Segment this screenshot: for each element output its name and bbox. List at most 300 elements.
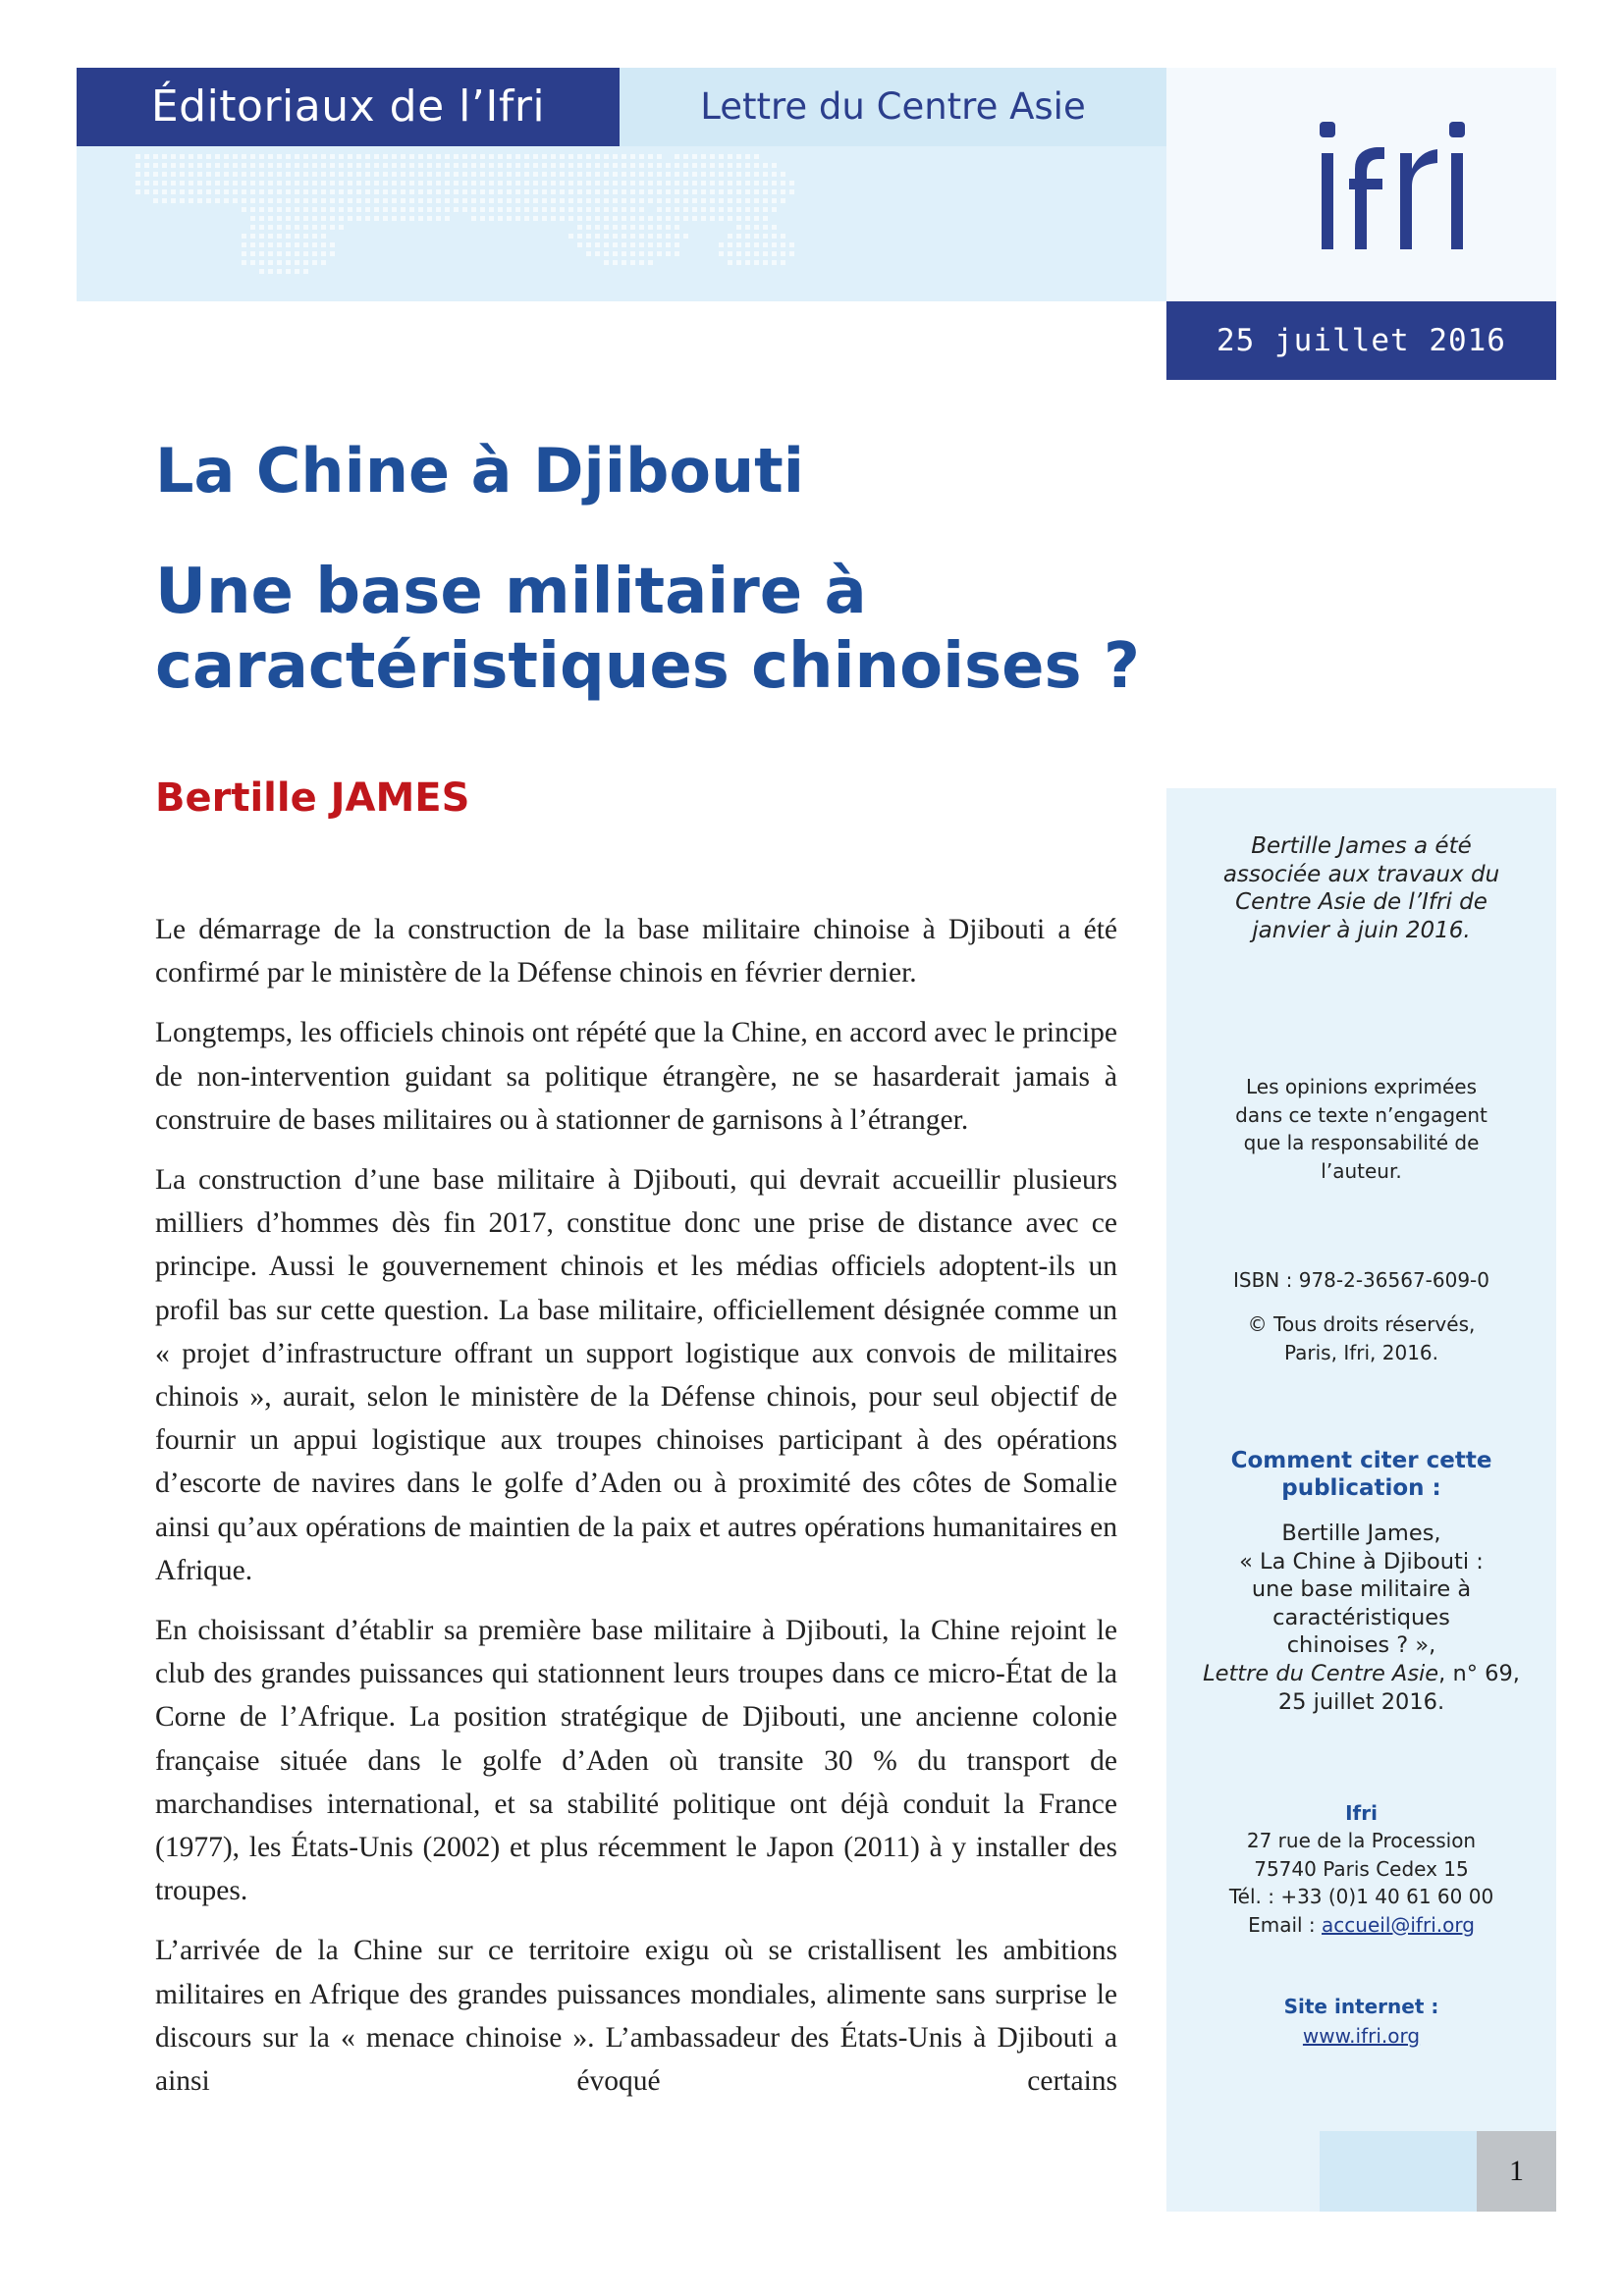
- map-dot: [224, 198, 229, 203]
- map-dot: [259, 269, 264, 274]
- map-dot: [418, 172, 423, 177]
- map-dot: [577, 234, 582, 239]
- map-dot: [648, 225, 653, 230]
- map-dot: [515, 172, 520, 177]
- map-dot: [250, 242, 255, 247]
- map-dot: [657, 181, 662, 186]
- map-dot: [719, 242, 724, 247]
- map-dot: [604, 172, 609, 177]
- map-dot: [250, 172, 255, 177]
- map-dot: [471, 181, 476, 186]
- map-dot: [321, 207, 326, 212]
- map-dot: [586, 207, 591, 212]
- map-dot: [321, 181, 326, 186]
- map-dot: [639, 207, 644, 212]
- map-dot: [639, 216, 644, 221]
- map-dot: [666, 198, 671, 203]
- map-dot: [409, 216, 414, 221]
- map-dot: [330, 207, 335, 212]
- map-dot: [321, 242, 326, 247]
- map-dot: [374, 163, 379, 168]
- map-dot: [153, 189, 158, 194]
- map-dot: [268, 216, 273, 221]
- map-dot: [675, 207, 679, 212]
- map-dot: [728, 181, 732, 186]
- map-dot: [692, 163, 697, 168]
- map-dot: [745, 154, 750, 159]
- map-dot: [233, 154, 238, 159]
- map-dot: [259, 163, 264, 168]
- map-dot: [560, 216, 565, 221]
- world-map-dots: [77, 146, 1166, 301]
- map-dot: [648, 181, 653, 186]
- map-dot: [515, 207, 520, 212]
- citation-author: Bertille James,: [1281, 1521, 1441, 1546]
- map-dot: [286, 198, 291, 203]
- map-dot: [356, 216, 361, 221]
- author-bio-text: Bertille James a été associée aux travaux du Centre Asie de l’Ifri de janvier à juin 2016.: [1222, 833, 1500, 943]
- map-dot: [286, 251, 291, 256]
- map-dot: [224, 172, 229, 177]
- map-dot: [507, 207, 512, 212]
- map-dot: [312, 251, 317, 256]
- map-dot: [560, 198, 565, 203]
- body-paragraph: En choisissant d’établir sa première base militaire à Djibouti, la Chine rejoint le club des grandes puissances qui stationnent leurs troupes dans ce micro-État de la Corne de l’Afrique. La position stratégique de Djibouti, une ancienne colonie française située dans le golfe d’Aden où transite 30 % du transport de marchandises international, et sa stabilité politique ont déjà conduit la France (1977), les États-Unis (2002) et plus récemment le Japon (2011) à y installer des troupes.: [155, 1615, 1117, 1907]
- map-dot: [303, 269, 308, 274]
- map-dot: [215, 181, 220, 186]
- map-dot: [259, 207, 264, 212]
- map-dot: [736, 198, 741, 203]
- map-dot: [710, 181, 715, 186]
- map-dot: [763, 260, 768, 265]
- map-dot: [781, 242, 785, 247]
- map-dot: [745, 225, 750, 230]
- map-dot: [259, 242, 264, 247]
- map-dot: [648, 163, 653, 168]
- map-dot: [454, 154, 459, 159]
- map-dot: [233, 189, 238, 194]
- map-dot: [286, 260, 291, 265]
- map-dot: [568, 189, 573, 194]
- map-dot: [728, 242, 732, 247]
- map-dot: [666, 242, 671, 247]
- map-dot: [365, 216, 370, 221]
- map-dot: [206, 154, 211, 159]
- map-dot: [604, 225, 609, 230]
- map-dot: [233, 181, 238, 186]
- map-dot: [692, 207, 697, 212]
- map-dot: [277, 163, 282, 168]
- map-dot: [754, 234, 759, 239]
- map-dot: [295, 251, 299, 256]
- map-dot: [348, 181, 352, 186]
- map-dot: [515, 216, 520, 221]
- map-dot: [701, 207, 706, 212]
- map-dot: [728, 260, 732, 265]
- map-dot: [745, 198, 750, 203]
- map-dot: [436, 163, 441, 168]
- map-dot: [197, 172, 202, 177]
- map-dot: [666, 163, 671, 168]
- map-dot: [560, 181, 565, 186]
- article-author: Bertille JAMES: [155, 775, 470, 821]
- publication-date: [1166, 301, 1556, 380]
- map-dot: [622, 251, 626, 256]
- map-dot: [763, 225, 768, 230]
- map-dot: [383, 207, 388, 212]
- map-dot: [286, 154, 291, 159]
- map-dot: [144, 181, 149, 186]
- map-dot: [675, 189, 679, 194]
- map-dot: [339, 189, 344, 194]
- map-dot: [409, 181, 414, 186]
- citation-title: « La Chine à Djibouti : une base militaire à caractéristiques chinoises ? »,: [1239, 1548, 1484, 1659]
- map-dot: [507, 154, 512, 159]
- map-dot: [215, 163, 220, 168]
- map-dot: [259, 216, 264, 221]
- map-dot: [568, 172, 573, 177]
- map-dot: [595, 225, 600, 230]
- map-dot: [489, 172, 494, 177]
- map-dot: [560, 172, 565, 177]
- map-dot: [295, 154, 299, 159]
- map-dot: [144, 163, 149, 168]
- map-dot: [401, 216, 406, 221]
- map-dot: [197, 154, 202, 159]
- map-dot: [745, 189, 750, 194]
- map-dot: [613, 260, 618, 265]
- map-dot: [710, 207, 715, 212]
- map-dot: [383, 172, 388, 177]
- citation-heading: [1166, 1447, 1556, 1502]
- map-dot: [462, 163, 467, 168]
- map-dot: [524, 198, 529, 203]
- map-dot: [268, 207, 273, 212]
- map-dot: [277, 198, 282, 203]
- map-dot: [401, 207, 406, 212]
- map-dot: [268, 225, 273, 230]
- map-dot: [630, 198, 635, 203]
- map-dot: [303, 189, 308, 194]
- map-dot: [568, 198, 573, 203]
- map-dot: [189, 163, 193, 168]
- map-dot: [630, 207, 635, 212]
- map-dot: [648, 216, 653, 221]
- map-dot: [728, 154, 732, 159]
- map-dot: [666, 225, 671, 230]
- copyright-text: © Tous droits réservés, Paris, Ifri, 2016.: [1247, 1312, 1476, 1364]
- map-dot: [498, 216, 503, 221]
- map-dot: [259, 154, 264, 159]
- map-dot: [268, 198, 273, 203]
- map-dot: [683, 154, 688, 159]
- map-dot: [551, 181, 556, 186]
- map-dot: [577, 242, 582, 247]
- map-dot: [162, 189, 167, 194]
- map-dot: [321, 172, 326, 177]
- map-dot: [242, 234, 246, 239]
- map-dot: [242, 154, 246, 159]
- map-dot: [683, 181, 688, 186]
- map-dot: [763, 181, 768, 186]
- map-dot: [736, 181, 741, 186]
- map-dot: [568, 207, 573, 212]
- map-dot: [507, 198, 512, 203]
- map-dot: [586, 234, 591, 239]
- website-link[interactable]: www.ifri.org: [1302, 2024, 1421, 2048]
- map-dot: [295, 269, 299, 274]
- map-dot: [277, 251, 282, 256]
- map-dot: [480, 172, 485, 177]
- map-dot: [754, 181, 759, 186]
- map-dot: [524, 172, 529, 177]
- map-dot: [604, 207, 609, 212]
- map-dot: [613, 225, 618, 230]
- map-dot: [568, 234, 573, 239]
- map-dot: [268, 172, 273, 177]
- map-dot: [568, 181, 573, 186]
- body-paragraph: Le démarrage de la construction de la base militaire chinoise à Djibouti a été confirmé par le ministère de la Défense chinois en février dernier.: [155, 914, 1117, 989]
- map-dot: [250, 225, 255, 230]
- map-dot: [339, 207, 344, 212]
- map-dot: [524, 154, 529, 159]
- map-dot: [595, 163, 600, 168]
- map-dot: [736, 225, 741, 230]
- map-dot: [259, 225, 264, 230]
- map-dot: [763, 242, 768, 247]
- map-dot: [604, 181, 609, 186]
- map-dot: [613, 181, 618, 186]
- map-dot: [781, 181, 785, 186]
- map-dot: [586, 225, 591, 230]
- map-dot: [675, 242, 679, 247]
- article-subtitle: Une base militaire à caractéristiques chinoises ?: [155, 556, 1140, 703]
- map-dot: [489, 154, 494, 159]
- map-dot: [180, 163, 185, 168]
- map-dot: [295, 181, 299, 186]
- map-dot: [542, 154, 547, 159]
- map-dot: [498, 154, 503, 159]
- map-dot: [754, 154, 759, 159]
- map-dot: [436, 207, 441, 212]
- article-body: [155, 908, 1117, 2119]
- map-dot: [303, 207, 308, 212]
- map-dot: [445, 216, 450, 221]
- map-dot: [206, 189, 211, 194]
- page-number: 1: [1477, 2131, 1556, 2212]
- map-dot: [286, 216, 291, 221]
- map-dot: [745, 181, 750, 186]
- map-dot: [719, 181, 724, 186]
- map-dot: [471, 207, 476, 212]
- map-dot: [666, 189, 671, 194]
- map-dot: [551, 198, 556, 203]
- map-dot: [657, 163, 662, 168]
- map-dot: [356, 172, 361, 177]
- map-dot: [374, 189, 379, 194]
- map-dot: [162, 163, 167, 168]
- map-dot: [215, 172, 220, 177]
- map-dot: [542, 216, 547, 221]
- map-dot: [224, 154, 229, 159]
- email-link[interactable]: accueil@ifri.org: [1322, 1912, 1475, 1937]
- map-dot: [772, 181, 777, 186]
- map-dot: [648, 154, 653, 159]
- map-dot: [189, 172, 193, 177]
- map-dot: [242, 198, 246, 203]
- map-dot: [754, 172, 759, 177]
- address-city: 75740 Paris Cedex 15: [1254, 1856, 1469, 1881]
- email-label: Email :: [1248, 1912, 1316, 1937]
- map-dot: [666, 172, 671, 177]
- map-dot: [180, 172, 185, 177]
- map-dot: [719, 172, 724, 177]
- map-dot: [312, 207, 317, 212]
- map-dot: [789, 251, 794, 256]
- map-dot: [206, 172, 211, 177]
- map-dot: [348, 172, 352, 177]
- map-dot: [242, 260, 246, 265]
- map-dot: [772, 207, 777, 212]
- map-dot: [533, 154, 538, 159]
- map-dot: [330, 172, 335, 177]
- map-dot: [622, 181, 626, 186]
- map-dot: [622, 163, 626, 168]
- map-dot: [657, 234, 662, 239]
- map-dot: [595, 216, 600, 221]
- map-dot: [568, 163, 573, 168]
- map-dot: [295, 225, 299, 230]
- isbn: ISBN : 978-2-36567-609-0: [1232, 1268, 1489, 1292]
- map-dot: [427, 154, 432, 159]
- map-dot: [454, 172, 459, 177]
- citation: [1166, 1520, 1556, 1716]
- map-dot: [728, 251, 732, 256]
- map-dot: [409, 163, 414, 168]
- map-dot: [480, 154, 485, 159]
- map-dot: [189, 189, 193, 194]
- map-dot: [701, 189, 706, 194]
- map-dot: [303, 216, 308, 221]
- map-dot: [745, 260, 750, 265]
- map-dot: [242, 181, 246, 186]
- map-dot: [560, 189, 565, 194]
- map-dot: [135, 154, 140, 159]
- map-dot: [312, 154, 317, 159]
- map-dot: [162, 172, 167, 177]
- map-dot: [330, 154, 335, 159]
- map-dot: [683, 234, 688, 239]
- map-dot: [763, 163, 768, 168]
- copyright: [1166, 1310, 1556, 1366]
- map-dot: [745, 242, 750, 247]
- map-dot: [630, 216, 635, 221]
- map-dot: [277, 242, 282, 247]
- map-dot: [321, 225, 326, 230]
- map-dot: [630, 225, 635, 230]
- map-dot: [622, 198, 626, 203]
- map-dot: [321, 234, 326, 239]
- citation-date: 25 juillet 2016.: [1277, 1688, 1445, 1715]
- map-dot: [383, 189, 388, 194]
- map-dot: [401, 181, 406, 186]
- map-dot: [286, 234, 291, 239]
- map-dot: [507, 216, 512, 221]
- map-dot: [277, 154, 282, 159]
- map-dot: [339, 216, 344, 221]
- map-dot: [498, 181, 503, 186]
- map-dot: [277, 207, 282, 212]
- map-dot: [577, 216, 582, 221]
- map-dot: [630, 189, 635, 194]
- map-dot: [303, 181, 308, 186]
- map-dot: [286, 163, 291, 168]
- map-dot: [613, 234, 618, 239]
- map-dot: [533, 216, 538, 221]
- map-dot: [736, 154, 741, 159]
- map-dot: [295, 260, 299, 265]
- map-dot: [524, 216, 529, 221]
- map-dot: [330, 198, 335, 203]
- map-dot: [312, 198, 317, 203]
- map-dot: [224, 189, 229, 194]
- map-dot: [781, 260, 785, 265]
- map-dot: [418, 163, 423, 168]
- map-dot: [719, 207, 724, 212]
- map-dot: [657, 251, 662, 256]
- map-dot: [365, 181, 370, 186]
- map-dot: [312, 181, 317, 186]
- map-dot: [471, 216, 476, 221]
- map-dot: [728, 234, 732, 239]
- map-dot: [471, 154, 476, 159]
- map-dot: [303, 198, 308, 203]
- map-dot: [736, 251, 741, 256]
- map-dot: [763, 172, 768, 177]
- map-dot: [462, 181, 467, 186]
- map-dot: [454, 189, 459, 194]
- map-dot: [480, 198, 485, 203]
- map-dot: [772, 163, 777, 168]
- map-dot: [692, 189, 697, 194]
- map-dot: [233, 198, 238, 203]
- map-dot: [462, 198, 467, 203]
- map-dot: [250, 189, 255, 194]
- website: [1166, 2022, 1556, 2050]
- map-dot: [321, 216, 326, 221]
- website-heading: Site internet :: [1283, 1995, 1439, 2018]
- map-dot: [595, 251, 600, 256]
- map-dot: [303, 251, 308, 256]
- map-dot: [692, 216, 697, 221]
- map-dot: [418, 198, 423, 203]
- map-dot: [560, 154, 565, 159]
- map-dot: [648, 242, 653, 247]
- map-dot: [242, 172, 246, 177]
- collection-title: Lettre du Centre Asie: [700, 85, 1086, 128]
- map-dot: [772, 172, 777, 177]
- map-dot: [507, 172, 512, 177]
- map-dot: [657, 172, 662, 177]
- map-dot: [339, 225, 344, 230]
- map-dot: [622, 242, 626, 247]
- map-dot: [666, 207, 671, 212]
- map-dot: [728, 207, 732, 212]
- map-dot: [339, 154, 344, 159]
- map-dot: [144, 189, 149, 194]
- map-dot: [418, 189, 423, 194]
- map-dot: [312, 225, 317, 230]
